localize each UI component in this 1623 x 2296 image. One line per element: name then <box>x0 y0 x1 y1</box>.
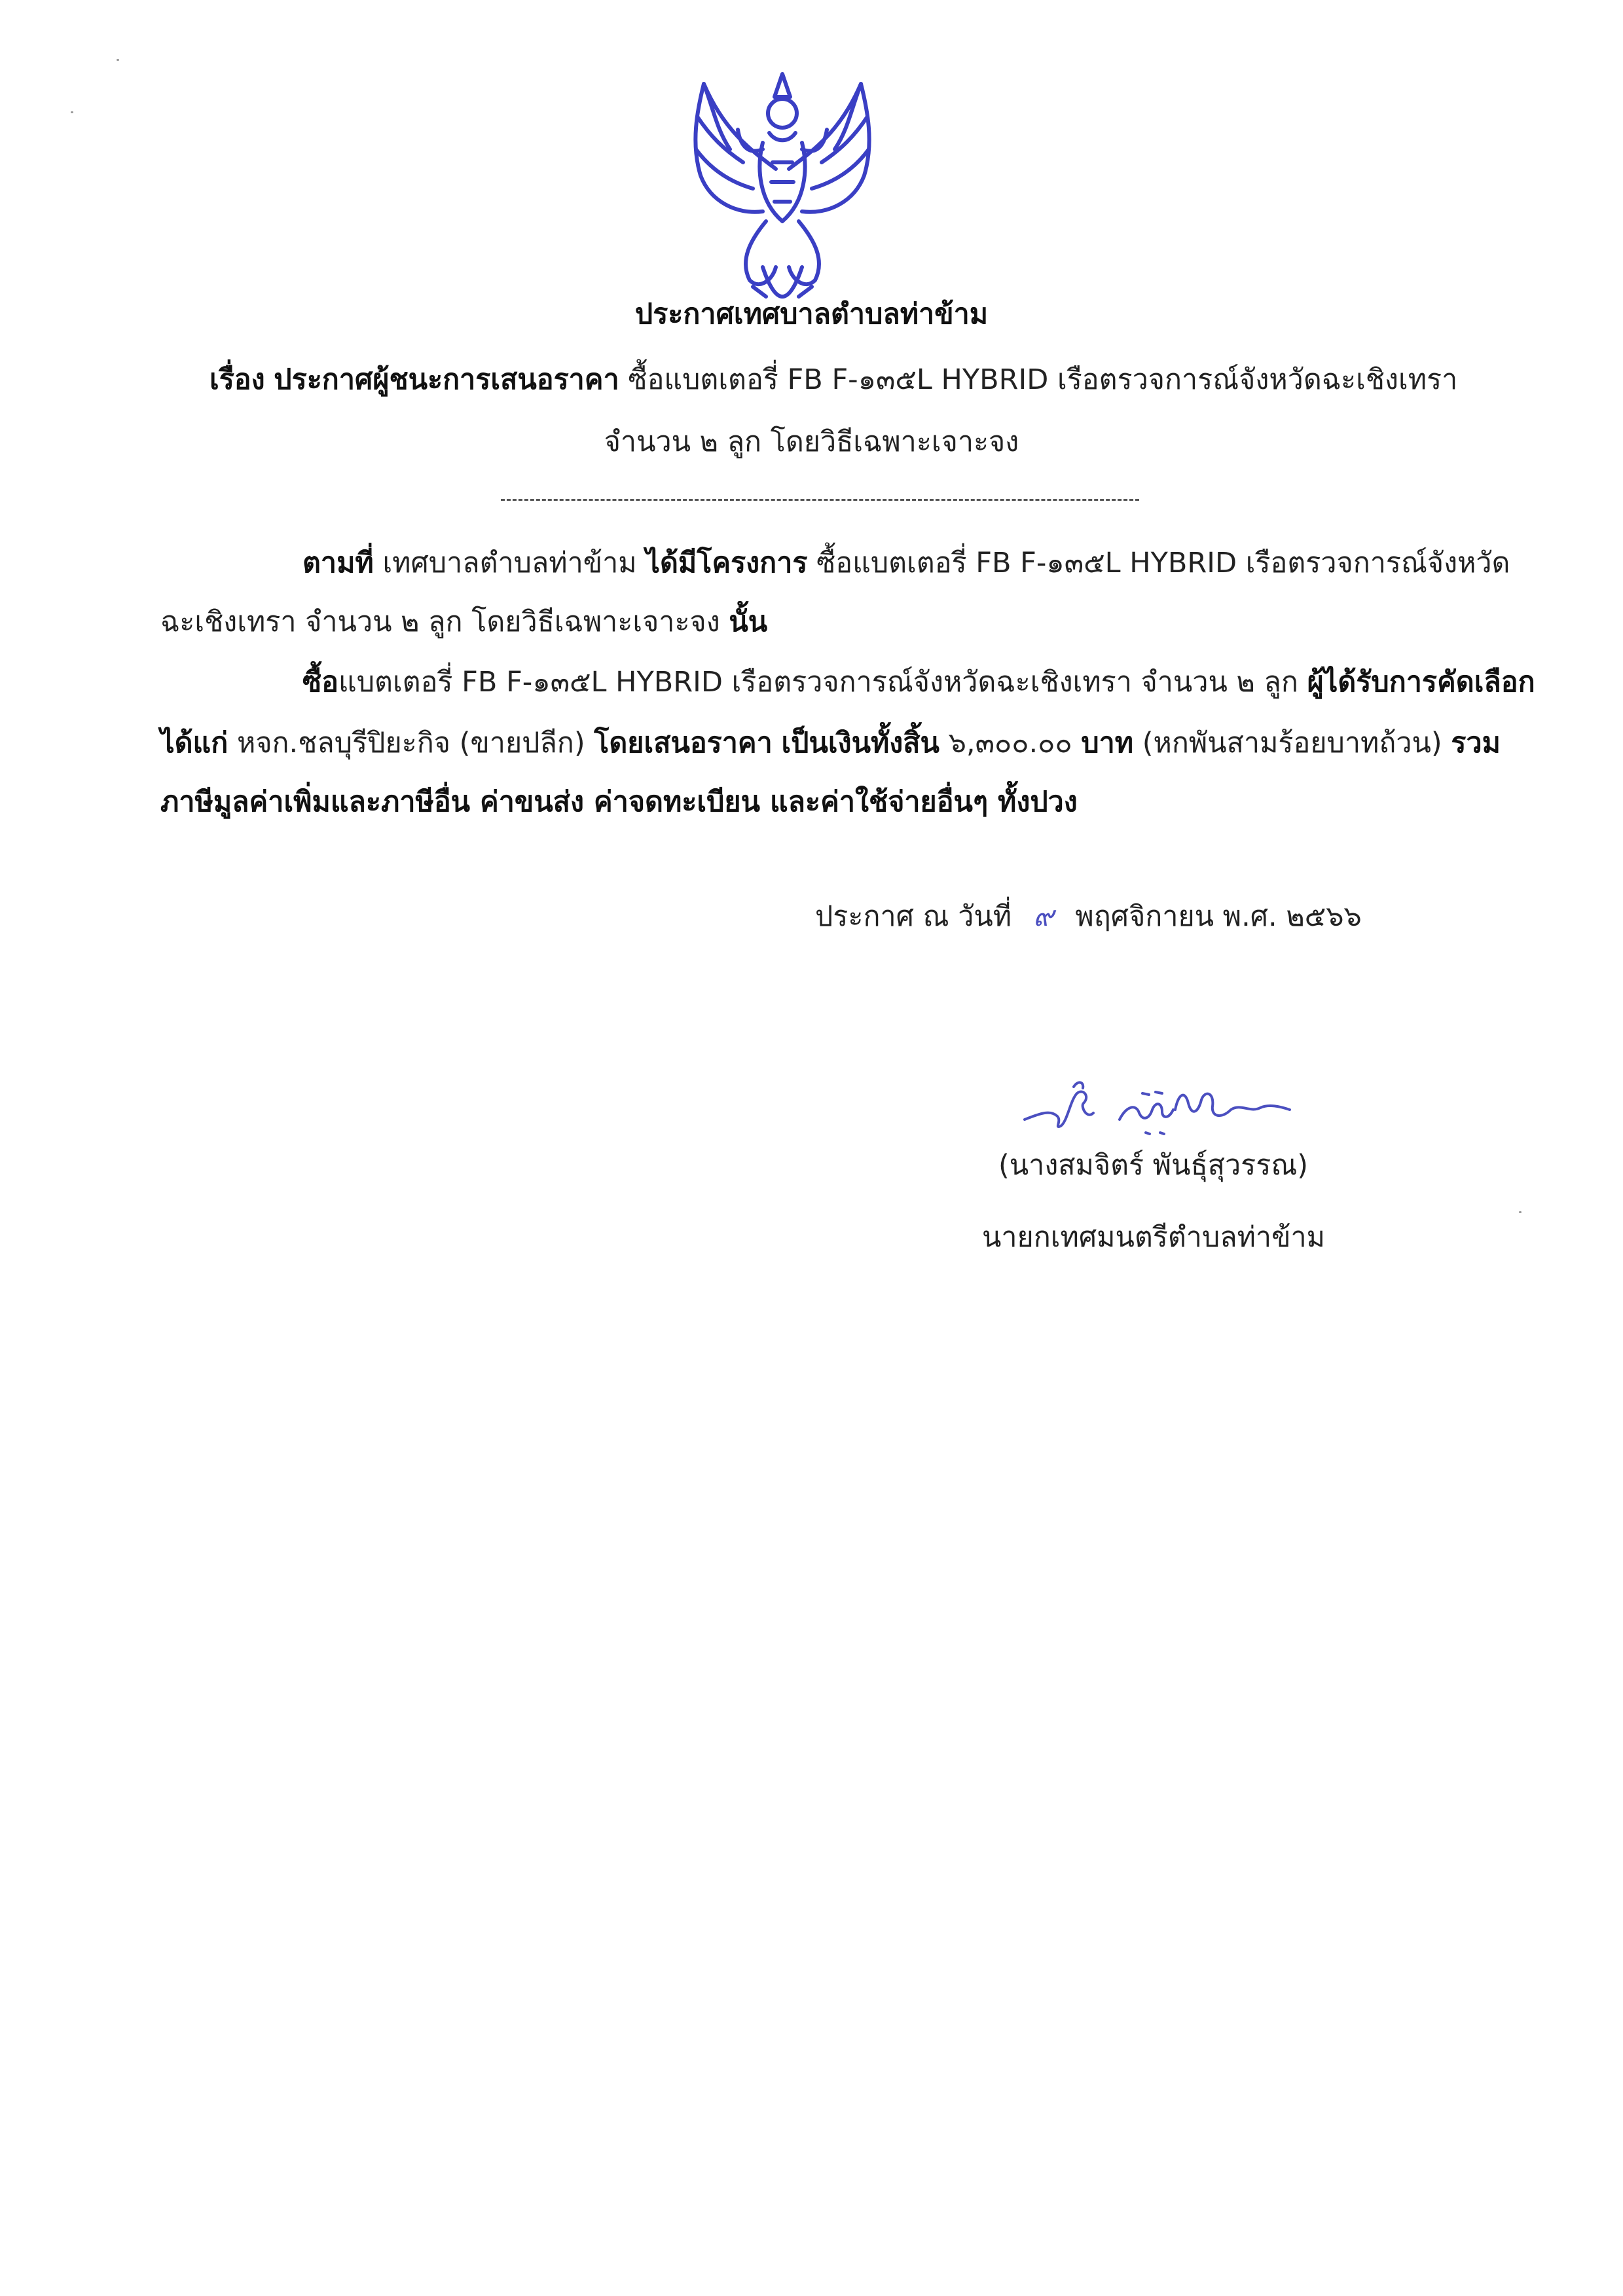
p2-line3: ภาษีมูลค่าเพิ่มและภาษีอื่น ค่าขนส่ง ค่าจดทะเบียน และค่าใช้จ่ายอื่นๆ ทั้งปวง <box>160 786 1078 818</box>
signatory-name-text: (นางสมจิตร์ พันธุ์สุวรรณ) <box>998 1149 1309 1182</box>
p2-price-label: โดยเสนอราคา <box>594 727 773 759</box>
paragraph-2-line-2 <box>160 723 1501 763</box>
signature <box>1021 1074 1296 1146</box>
garuda-emblem <box>678 71 887 300</box>
divider <box>501 499 1139 501</box>
subject-quantity: จำนวน ๒ ลูก โดยวิธีเฉพาะเจาะจง <box>604 426 1019 458</box>
paragraph-2-line-1 <box>302 663 1535 702</box>
date-month-year: พฤศจิกายน พ.ศ. ๒๕๖๖ <box>1075 900 1362 933</box>
p1-label: ตามที่ <box>302 547 374 579</box>
p1-end: นั้น <box>729 606 768 638</box>
scan-speck <box>1519 1211 1522 1213</box>
signatory-position <box>982 1218 1325 1257</box>
p2-baht: บาท <box>1081 727 1134 759</box>
date-prefix: ประกาศ ณ วันที่ <box>815 900 1012 933</box>
p2-amount-words: (หกพันสามร้อยบาทถ้วน) <box>1142 727 1442 759</box>
p2-inclusive: รวม <box>1451 727 1501 759</box>
p1-project: ซื้อแบตเตอรี่ FB F-๑๓๕L HYBRID เรือตรวจการณ์จังหวัด <box>816 547 1510 579</box>
p2-item: แบตเตอรี่ FB F-๑๓๕L HYBRID เรือตรวจการณ์จังหวัดฉะเชิงเทรา จำนวน ๒ ลูก <box>338 666 1298 699</box>
announcement-date <box>815 897 1362 936</box>
scan-speck <box>117 59 119 61</box>
subject-rest: ซื้อแบตเตอรี่ FB F-๑๓๕L HYBRID เรือตรวจการณ์จังหวัดฉะเชิงเทรา <box>628 363 1458 396</box>
announcement-org <box>0 295 1623 334</box>
date-day: ๙ <box>1033 900 1054 933</box>
p1-line2: ฉะเชิงเทรา จำนวน ๒ ลูก โดยวิธีเฉพาะเจาะจง <box>160 606 720 638</box>
subject-bold: ประกาศผู้ชนะการเสนอราคา <box>274 363 619 396</box>
subject-label: เรื่อง <box>210 363 265 396</box>
p2-amount: ๖,๓๐๐.๐๐ <box>948 727 1072 759</box>
signatory-position-text: นายกเทศมนตรีตำบลท่าข้าม <box>982 1221 1325 1254</box>
p2-winner-label: ได้แก่ <box>160 727 228 759</box>
p2-total-label: เป็นเงินทั้งสิ้น <box>781 727 939 759</box>
announcement-label: ประกาศเทศบาลตำบลท่าข้าม <box>634 298 989 331</box>
subject-line <box>210 360 1457 399</box>
p2-label2: ผู้ได้รับการคัดเลือก <box>1307 666 1535 699</box>
p2-label: ซื้อ <box>302 666 339 699</box>
p1-org: เทศบาลตำบลท่าข้าม <box>382 547 637 579</box>
subject-line-2 <box>0 422 1623 462</box>
scan-speck <box>71 111 73 113</box>
paragraph-1-line-1 <box>302 543 1510 583</box>
p1-label2: ได้มีโครงการ <box>646 547 808 579</box>
paragraph-1-line-2 <box>160 602 767 642</box>
paragraph-2-line-3 <box>160 782 1078 822</box>
p2-vendor: หจก.ชลบุรีปิยะกิจ (ขายปลีก) <box>236 727 585 759</box>
signatory-name <box>998 1146 1308 1185</box>
